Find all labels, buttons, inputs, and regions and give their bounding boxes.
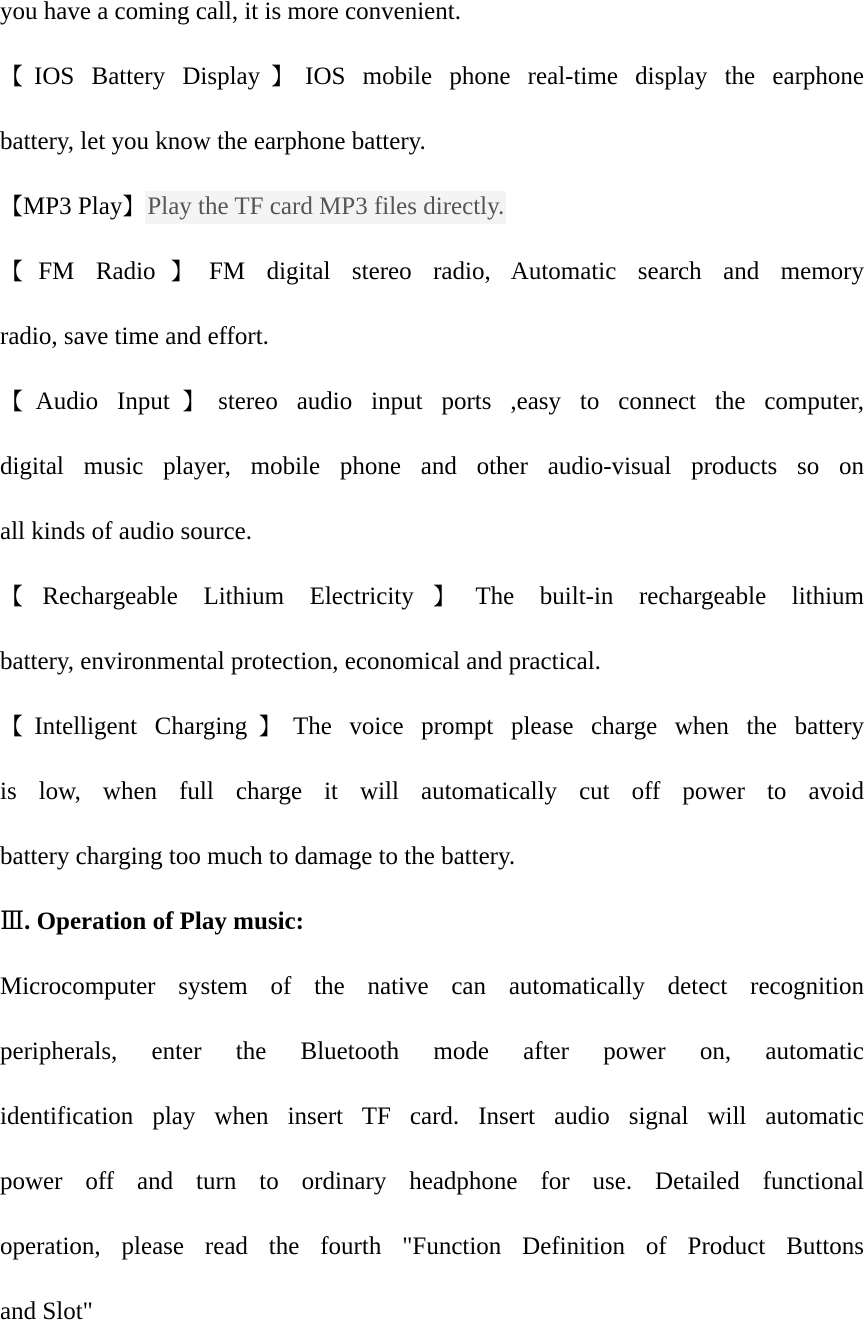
bracket-close: 】 [169, 389, 219, 415]
bracket-close: 】 [247, 714, 293, 740]
feature-title: IOS Battery Display [34, 63, 261, 90]
text-line [0, 774, 864, 810]
text: Microcomputer system of the native can automatically detect recognition [0, 973, 864, 1000]
feature-title: MP3 Play [23, 193, 123, 220]
feature-title: Rechargeable Lithium Electricity [42, 583, 414, 610]
text-line [0, 1034, 864, 1070]
bracket-open: 【 [0, 259, 39, 285]
heading-text: . Operation of Play music: [24, 908, 304, 935]
feature-line-rechargeable [0, 579, 864, 615]
feature-title: FM Radio [38, 258, 156, 285]
bracket-close: 】 [155, 259, 209, 285]
bracket-open: 【 [0, 389, 36, 415]
text-line [0, 449, 864, 485]
text-line [0, 0, 864, 30]
feature-line-ios-battery [0, 59, 864, 95]
text-line [0, 1294, 864, 1330]
text: operation, please read the fourth "Function Definition of Product Buttons [0, 1233, 864, 1260]
text: identification play when insert TF card. Insert audio signal will automatic [0, 1103, 864, 1130]
text-line [0, 1229, 864, 1265]
section-heading [0, 904, 864, 940]
text-line [0, 514, 864, 550]
feature-text: FM digital stereo radio, Automatic search and memory [208, 258, 864, 285]
text: is low, when full charge it will automatically cut off power to avoid [0, 778, 864, 805]
feature-text: IOS mobile phone real-time display the earphone [305, 63, 864, 90]
bracket-open: 【 [0, 584, 43, 610]
text: and Slot" [0, 1298, 93, 1325]
text-line [0, 969, 864, 1005]
text-line [0, 839, 864, 875]
text: peripherals, enter the Bluetooth mode after power on, automatic [0, 1038, 864, 1065]
bracket-open: 【 [0, 714, 35, 740]
text-line [0, 124, 864, 160]
bracket-close: 】 [122, 194, 146, 220]
roman-numeral: Ⅲ [0, 908, 25, 935]
highlighted-text: Play the TF card MP3 files directly. [145, 191, 506, 224]
feature-title: Audio Input [35, 388, 170, 415]
text-line [0, 1164, 864, 1200]
bracket-open: 【 [0, 194, 23, 220]
feature-line-audio-input [0, 384, 864, 420]
text: radio, save time and effort. [0, 323, 269, 350]
feature-line-mp3 [0, 189, 864, 225]
text: power off and turn to ordinary headphone for use. Detailed functional [0, 1168, 864, 1195]
feature-line-intelligent-charging [0, 709, 864, 745]
text: battery charging too much to damage to the battery. [0, 843, 516, 870]
bracket-close: 】 [413, 584, 476, 610]
text-line [0, 644, 864, 680]
text-line [0, 319, 864, 355]
text: you have a coming call, it is more convenient. [0, 0, 461, 25]
text: digital music player, mobile phone and other audio-visual products so on [0, 453, 864, 480]
bracket-close: 】 [260, 64, 306, 90]
feature-text: The voice prompt please charge when the battery [292, 713, 864, 740]
text-line [0, 1099, 864, 1135]
feature-text: stereo audio input ports ,easy to connect the computer, [218, 388, 864, 415]
feature-line-fm-radio [0, 254, 864, 290]
feature-title: Intelligent Charging [34, 713, 248, 740]
text: all kinds of audio source. [0, 518, 253, 545]
feature-text: The built-in rechargeable lithium [475, 583, 864, 610]
bracket-open: 【 [0, 64, 34, 90]
text: battery, let you know the earphone battery. [0, 128, 426, 155]
text: battery, environmental protection, economical and practical. [0, 648, 601, 675]
